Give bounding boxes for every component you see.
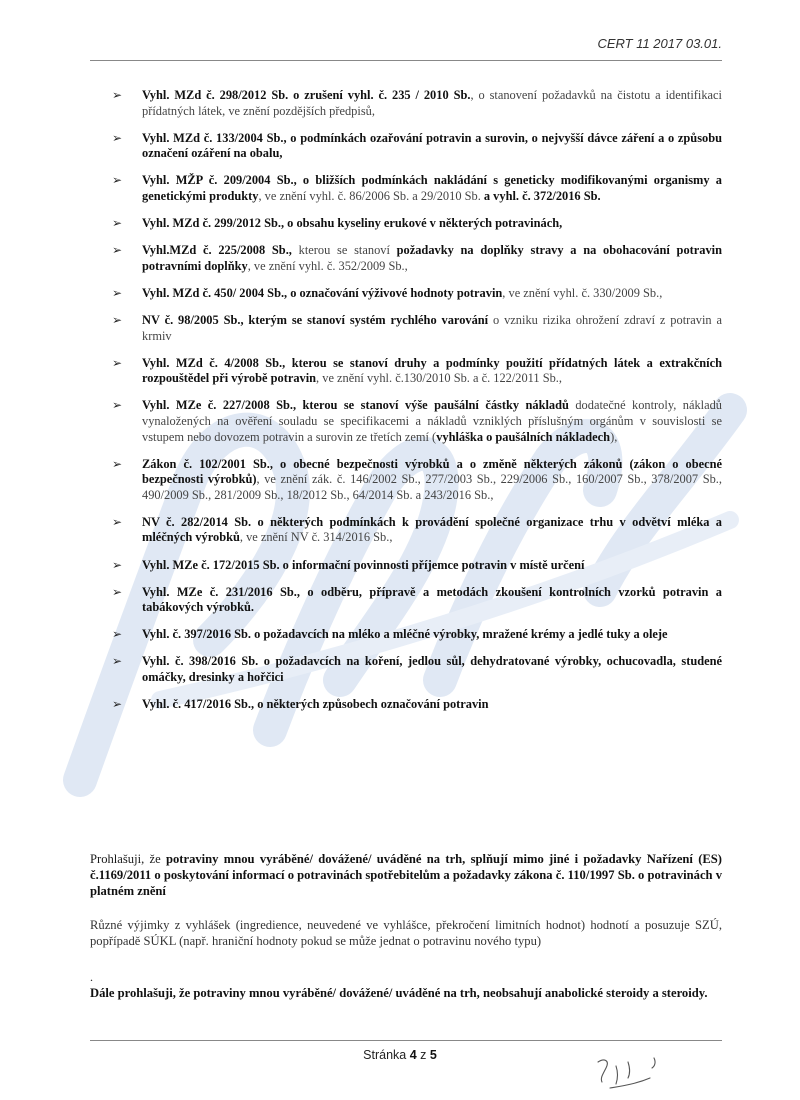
legislation-item — [112, 173, 722, 204]
legislation-item — [112, 243, 722, 274]
legislation-detail: , o stanovení požadavků na čistotu a identifikaci přídatných látek, — [142, 88, 722, 118]
legislation-item — [112, 585, 722, 616]
handwritten-signature — [588, 1048, 678, 1098]
legislation-title: Vyhl. MZd č. 133/2004 Sb., o podmínkách ozařování potravin a surovin, o nejvyšší dávce záření a o způsobu označení ozáření na obalu, — [142, 130, 722, 161]
legislation-title: NV č. 282/2014 Sb. o některých podmínkách k provádění společné organizace trhu v odvětví mléka a mléčných výrobků — [142, 514, 722, 545]
legislation-detail-after: ), — [610, 429, 618, 444]
legislation-detail: , ve znění vyhl. č.130/2010 Sb. a č. 122/2011 Sb., — [316, 371, 562, 386]
legislation-detail: kterou se stanoví — [291, 243, 397, 258]
arrow-bullet-icon: ➢ — [112, 697, 123, 712]
legislation-item — [112, 286, 722, 302]
declaration-prefix: Prohlašuji, že — [90, 852, 166, 866]
legislation-item — [112, 558, 722, 574]
arrow-bullet-icon: ➢ — [112, 584, 123, 599]
legislation-item — [112, 654, 722, 685]
page-number — [0, 1048, 800, 1062]
legislation-item — [112, 627, 722, 643]
legislation-detail-tail: a vyhl. č. 372/2016 Sb. — [483, 188, 601, 203]
exceptions-paragraph: Různé výjimky z vyhlášek (ingredience, neuvedené ve vyhlášce, překročení limitních hodnot) hodnotí a posuzuje SZÚ, popřípadě SÚKL (např. hraniční hodnoty pokud se může jednat o potravinu nového typu) — [90, 918, 722, 948]
legislation-list-container — [112, 88, 722, 724]
arrow-bullet-icon: ➢ — [112, 355, 123, 370]
arrow-bullet-icon: ➢ — [112, 173, 123, 188]
arrow-bullet-icon: ➢ — [112, 243, 123, 258]
footer-rule — [90, 1040, 722, 1041]
legislation-title: Vyhl. MZe č. 172/2015 Sb. o informační povinnosti příjemce potravin v místě určení — [142, 557, 585, 572]
legislation-title: Vyhl. MZd č. 299/2012 Sb., o obsahu kyseliny erukové v některých potravinách, — [142, 216, 563, 231]
legislation-item — [112, 216, 722, 232]
legislation-detail: , ve znění zák. č. 146/2002 Sb., 277/2003 Sb., 229/2006 Sb., 160/2007 Sb., 378/2007 Sb., 490/2009 Sb., 281/2009 Sb., 18/2012 Sb., 64/2014 Sb. a 243/2016 Sb., — [142, 472, 722, 502]
legislation-detail: dodatečné kontroly, nákladů vynaložených na ověření souladu se specifikacemi a nákladů vzniklých příslušným orgánům v souvislosti se vstupem nebo dovozem potravin a surovin ze třetích zemí ( — [142, 398, 722, 444]
legislation-item — [112, 398, 722, 445]
legislation-item — [112, 356, 722, 387]
declaration-info-requirements — [90, 852, 722, 899]
legislation-item — [112, 457, 722, 504]
legislation-item — [112, 515, 722, 546]
legislation-detail: , ve znění vyhl. č. 330/2009 Sb., — [502, 285, 663, 300]
legislation-title: Vyhl.MZd č. 225/2008 Sb., — [142, 243, 292, 258]
legislation-title: Vyhl. č. 398/2016 Sb. o požadavcích na koření, jedlou sůl, dehydratované výrobky, ochucovadla, studené omáčky, dresinky a hořčici — [142, 654, 722, 685]
arrow-bullet-icon: ➢ — [112, 654, 123, 669]
legislation-title: Vyhl. MŽP č. 209/2004 Sb., o bližších podmínkách nakládání s geneticky modifikovanými organismy a genetickými produkty — [142, 173, 722, 203]
legislation-title: Vyhl. MZe č. 227/2008 Sb., kterou se stanoví výše paušální částky nákladů — [142, 398, 569, 413]
arrow-bullet-icon: ➢ — [112, 557, 123, 572]
legislation-title: Vyhl. MZd č. 298/2012 Sb. o zrušení vyhl. č. 235 / 2010 Sb. — [142, 88, 471, 102]
document-code: CERT 11 2017 03.01. — [597, 36, 722, 51]
legislation-title: Zákon č. 102/2001 Sb., o obecné bezpečnosti výrobků a o změně některých zákonů (zákon o obecné bezpečnosti výrobků) — [142, 456, 722, 487]
declaration-requirements: potraviny mnou vyráběné/ dovážené/ uváděné na trh, splňují mimo jiné i požadavky Nařízení (ES) č.1169/2011 o poskytování informací o potravinách spotřebitelům a požadavky zákona č. 110/1997 Sb. o potravinách v platném znění — [90, 852, 722, 898]
legislation-detail-tail: ve znění pozdějších předpisů, — [228, 103, 375, 118]
page-separator: z — [416, 1048, 430, 1062]
declaration-steroids — [90, 986, 722, 1002]
header-rule — [90, 60, 722, 61]
legislation-item — [112, 88, 722, 119]
legislation-title: Vyhl. MZd č. 4/2008 Sb., kterou se stanoví druhy a podmínky použití přídatných látek a extrakčních rozpouštědel při výrobě potravin — [142, 355, 722, 386]
arrow-bullet-icon: ➢ — [112, 285, 123, 300]
legislation-list — [112, 88, 722, 713]
arrow-bullet-icon: ➢ — [112, 216, 123, 231]
legislation-item — [112, 313, 722, 344]
arrow-bullet-icon: ➢ — [112, 456, 123, 471]
legislation-title: NV č. 98/2005 Sb., kterým se stanoví systém rychlého varování — [142, 312, 489, 327]
arrow-bullet-icon: ➢ — [112, 88, 123, 102]
legislation-detail-after: , ve znění vyhl. č. 352/2009 Sb., — [247, 258, 408, 273]
legislation-item — [112, 131, 722, 162]
arrow-bullet-icon: ➢ — [112, 312, 123, 327]
page-current: 4 — [409, 1048, 417, 1062]
declaration-steroids-text: Dále prohlašuji, že potraviny mnou vyráběné/ dovážené/ uváděné na trh, neobsahují anabolické steroidy a steroidy. — [90, 986, 708, 1000]
legislation-title: Vyhl. č. 417/2016 Sb., o některých způsobech označování potravin — [142, 697, 489, 712]
arrow-bullet-icon: ➢ — [112, 514, 123, 529]
legislation-title: Vyhl. MZd č. 450/ 2004 Sb., o označování výživové hodnoty potravin — [142, 285, 503, 300]
arrow-bullet-icon: ➢ — [112, 627, 123, 642]
legislation-detail: , ve znění vyhl. č. 86/2006 Sb. a 29/2010 Sb. — [258, 188, 484, 203]
arrow-bullet-icon: ➢ — [112, 398, 123, 413]
legislation-title: Vyhl. č. 397/2016 Sb. o požadavcích na mléko a mléčné výrobky, mražené krémy a jedlé tuky a oleje — [142, 627, 668, 642]
arrow-bullet-icon: ➢ — [112, 130, 123, 145]
legislation-title: Vyhl. MZe č. 231/2016 Sb., o odběru, přípravě a metodách zkoušení kontrolních vzorků potravin a tabákových výrobků. — [142, 584, 722, 615]
legislation-item — [112, 697, 722, 713]
separator-dot: . — [90, 970, 93, 984]
page-total: 5 — [429, 1048, 437, 1062]
legislation-detail: , ve znění NV č. 314/2016 Sb., — [239, 530, 393, 545]
legislation-detail-tail: požadavky na doplňky stravy a na obohacování potravin potravními doplňky — [142, 243, 722, 273]
legislation-detail: o vzniku rizika ohrožení zdraví z potravin a krmiv — [142, 312, 722, 343]
page-label: Stránka — [363, 1048, 410, 1062]
legislation-detail-tail: vyhláška o paušálních nákladech — [436, 429, 611, 444]
